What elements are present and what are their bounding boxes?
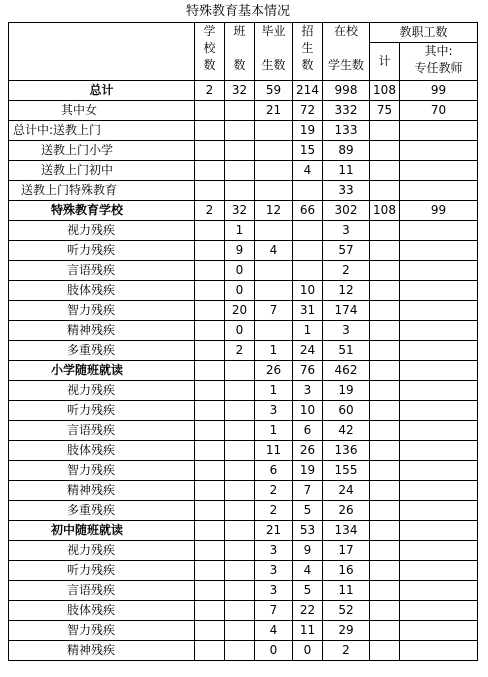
cell: [195, 601, 225, 621]
cell: 5: [293, 581, 323, 601]
cell: 24: [293, 341, 323, 361]
row-label: 多重残疾: [9, 341, 195, 361]
cell: 134: [323, 521, 370, 541]
cell: [370, 341, 400, 361]
cell: [195, 501, 225, 521]
cell: 2: [225, 341, 255, 361]
cell: 6: [255, 461, 293, 481]
cell: 72: [293, 101, 323, 121]
table-row: [9, 161, 478, 181]
row-label: 送教上门小学: [9, 141, 195, 161]
table-row: [9, 301, 478, 321]
cell: [370, 481, 400, 501]
cell: 11: [323, 581, 370, 601]
cell: [195, 101, 225, 121]
row-label: 初中随班就读: [9, 521, 195, 541]
cell: [195, 561, 225, 581]
cell: 3: [255, 401, 293, 421]
cell: [400, 641, 478, 661]
cell: 2: [255, 501, 293, 521]
cell: [225, 141, 255, 161]
table-body: [9, 81, 478, 661]
row-label: 精神残疾: [9, 321, 195, 341]
cell: 4: [293, 561, 323, 581]
cell: [370, 121, 400, 141]
cell: [400, 321, 478, 341]
cell: 24: [323, 481, 370, 501]
cell: 57: [323, 241, 370, 261]
cell: 66: [293, 201, 323, 221]
table-row: [9, 101, 478, 121]
row-label: 听力残疾: [9, 401, 195, 421]
table-row: [9, 461, 478, 481]
cell: [370, 141, 400, 161]
cell: [225, 601, 255, 621]
cell: [400, 181, 478, 201]
cell: [400, 281, 478, 301]
cell: 462: [323, 361, 370, 381]
cell: [195, 421, 225, 441]
cell: [370, 441, 400, 461]
cell: [400, 561, 478, 581]
cell: [195, 181, 225, 201]
cell: [195, 281, 225, 301]
cell: [370, 501, 400, 521]
cell: [225, 561, 255, 581]
cell: 3: [323, 221, 370, 241]
cell: 174: [323, 301, 370, 321]
cell: 133: [323, 121, 370, 141]
table-row: [9, 121, 478, 141]
cell: 1: [225, 221, 255, 241]
table-row: [9, 441, 478, 461]
cell: [225, 121, 255, 141]
header-schools: 学 校 数: [195, 23, 225, 81]
cell: 0: [225, 321, 255, 341]
cell: [293, 221, 323, 241]
cell: [195, 481, 225, 501]
cell: 4: [255, 241, 293, 261]
cell: 75: [370, 101, 400, 121]
cell: [370, 221, 400, 241]
cell: [370, 621, 400, 641]
cell: [370, 261, 400, 281]
cell: [370, 321, 400, 341]
cell: [370, 181, 400, 201]
cell: 21: [255, 521, 293, 541]
cell: 7: [255, 301, 293, 321]
cell: [195, 341, 225, 361]
cell: 11: [255, 441, 293, 461]
cell: [195, 321, 225, 341]
cell: [400, 381, 478, 401]
cell: 32: [225, 81, 255, 101]
cell: 7: [293, 481, 323, 501]
cell: [195, 541, 225, 561]
cell: [225, 501, 255, 521]
cell: 26: [293, 441, 323, 461]
cell: 108: [370, 81, 400, 101]
cell: [400, 601, 478, 621]
cell: [400, 481, 478, 501]
row-label: 小学随班就读: [9, 361, 195, 381]
cell: [195, 241, 225, 261]
cell: [195, 581, 225, 601]
header-staff-fulltime: 其中: 专任教师: [400, 43, 478, 81]
cell: [225, 361, 255, 381]
cell: [225, 381, 255, 401]
cell: 53: [293, 521, 323, 541]
cell: 19: [293, 461, 323, 481]
cell: [400, 541, 478, 561]
cell: [195, 621, 225, 641]
cell: [225, 181, 255, 201]
cell: [255, 261, 293, 281]
cell: 1: [255, 341, 293, 361]
row-label: 言语残疾: [9, 421, 195, 441]
cell: 1: [255, 381, 293, 401]
cell: 20: [225, 301, 255, 321]
cell: 51: [323, 341, 370, 361]
row-label: 送教上门特殊教育: [9, 181, 195, 201]
cell: 99: [400, 201, 478, 221]
cell: 3: [293, 381, 323, 401]
table-row: [9, 581, 478, 601]
table-row: [9, 261, 478, 281]
table-row: [9, 241, 478, 261]
cell: 89: [323, 141, 370, 161]
row-label: 总计中:送教上门: [9, 121, 195, 141]
cell: [400, 341, 478, 361]
row-label: 听力残疾: [9, 561, 195, 581]
cell: 108: [370, 201, 400, 221]
cell: [400, 621, 478, 641]
cell: [400, 461, 478, 481]
cell: 1: [293, 321, 323, 341]
cell: [400, 241, 478, 261]
table-row: [9, 621, 478, 641]
cell: [370, 601, 400, 621]
cell: [400, 421, 478, 441]
cell: [370, 461, 400, 481]
cell: 19: [293, 121, 323, 141]
cell: [195, 381, 225, 401]
cell: [225, 441, 255, 461]
cell: [195, 361, 225, 381]
cell: 1: [255, 421, 293, 441]
cell: [225, 581, 255, 601]
cell: [225, 421, 255, 441]
cell: [195, 461, 225, 481]
row-label: 精神残疾: [9, 641, 195, 661]
cell: [195, 641, 225, 661]
cell: [400, 361, 478, 381]
cell: 42: [323, 421, 370, 441]
cell: [400, 221, 478, 241]
cell: [255, 121, 293, 141]
table-row: [9, 561, 478, 581]
cell: 5: [293, 501, 323, 521]
cell: [400, 301, 478, 321]
cell: [225, 101, 255, 121]
table-row: [9, 601, 478, 621]
cell: 4: [255, 621, 293, 641]
table-row: [9, 481, 478, 501]
row-label: 肢体残疾: [9, 601, 195, 621]
cell: 302: [323, 201, 370, 221]
cell: 2: [195, 201, 225, 221]
cell: [293, 241, 323, 261]
cell: [225, 521, 255, 541]
cell: [400, 581, 478, 601]
cell: 3: [255, 541, 293, 561]
table-row: [9, 521, 478, 541]
row-label: 言语残疾: [9, 261, 195, 281]
cell: [293, 261, 323, 281]
cell: 10: [293, 401, 323, 421]
cell: 2: [323, 641, 370, 661]
cell: [195, 121, 225, 141]
cell: 9: [225, 241, 255, 261]
cell: [370, 161, 400, 181]
cell: 11: [293, 621, 323, 641]
table-row: [9, 321, 478, 341]
row-label: 总计: [9, 81, 195, 101]
cell: [370, 421, 400, 441]
cell: [370, 281, 400, 301]
row-label: 精神残疾: [9, 481, 195, 501]
cell: [195, 261, 225, 281]
table-title: 特殊教育基本情况: [185, 4, 290, 19]
cell: 32: [225, 201, 255, 221]
cell: 332: [323, 101, 370, 121]
row-label: 视力残疾: [9, 381, 195, 401]
cell: 0: [225, 281, 255, 301]
table-row: [9, 421, 478, 441]
cell: [400, 401, 478, 421]
cell: 70: [400, 101, 478, 121]
row-label: 智力残疾: [9, 301, 195, 321]
cell: [225, 161, 255, 181]
cell: 17: [323, 541, 370, 561]
row-label: 特殊教育学校: [9, 201, 195, 221]
row-label: 视力残疾: [9, 221, 195, 241]
cell: 12: [255, 201, 293, 221]
cell: [255, 141, 293, 161]
cell: [255, 221, 293, 241]
cell: [195, 521, 225, 541]
cell: 3: [255, 561, 293, 581]
cell: [255, 161, 293, 181]
cell: 26: [323, 501, 370, 521]
cell: [195, 161, 225, 181]
cell: [255, 321, 293, 341]
cell: 22: [293, 601, 323, 621]
table-row: [9, 201, 478, 221]
cell: [400, 141, 478, 161]
cell: 52: [323, 601, 370, 621]
cell: 998: [323, 81, 370, 101]
cell: 33: [323, 181, 370, 201]
cell: 2: [255, 481, 293, 501]
cell: 4: [293, 161, 323, 181]
cell: 16: [323, 561, 370, 581]
table-row: [9, 381, 478, 401]
table-row: [9, 181, 478, 201]
cell: [370, 361, 400, 381]
row-label: 肢体残疾: [9, 281, 195, 301]
cell: [370, 381, 400, 401]
cell: [225, 401, 255, 421]
cell: [400, 121, 478, 141]
table-row: [9, 221, 478, 241]
cell: 15: [293, 141, 323, 161]
table-row: [9, 501, 478, 521]
cell: [255, 181, 293, 201]
cell: [370, 561, 400, 581]
cell: 0: [293, 641, 323, 661]
cell: [195, 301, 225, 321]
cell: [370, 241, 400, 261]
cell: [370, 401, 400, 421]
cell: 0: [255, 641, 293, 661]
header-students: 在校 学生数: [323, 23, 370, 81]
row-label: 多重残疾: [9, 501, 195, 521]
cell: 214: [293, 81, 323, 101]
cell: [293, 181, 323, 201]
header-enrollment: 招 生 数: [293, 23, 323, 81]
cell: 10: [293, 281, 323, 301]
row-label: 听力残疾: [9, 241, 195, 261]
cell: [195, 221, 225, 241]
cell: [400, 501, 478, 521]
cell: [225, 541, 255, 561]
cell: [400, 161, 478, 181]
cell: [225, 641, 255, 661]
row-label: 送教上门初中: [9, 161, 195, 181]
cell: 31: [293, 301, 323, 321]
table-row: [9, 281, 478, 301]
cell: 0: [225, 261, 255, 281]
row-label: 视力残疾: [9, 541, 195, 561]
cell: [225, 461, 255, 481]
cell: [370, 581, 400, 601]
cell: [195, 141, 225, 161]
cell: 3: [255, 581, 293, 601]
header-blank: [9, 23, 195, 81]
table-row: [9, 541, 478, 561]
header-staff: 教职工数: [370, 23, 478, 43]
cell: 26: [255, 361, 293, 381]
table-row: [9, 641, 478, 661]
cell: [400, 261, 478, 281]
header-staff-total: 计: [370, 43, 400, 81]
cell: 60: [323, 401, 370, 421]
cell: 99: [400, 81, 478, 101]
cell: 2: [195, 81, 225, 101]
cell: [255, 281, 293, 301]
header-classes: 班 数: [225, 23, 255, 81]
cell: 9: [293, 541, 323, 561]
cell: 19: [323, 381, 370, 401]
cell: 12: [323, 281, 370, 301]
table-row: [9, 361, 478, 381]
special-education-table: [8, 22, 478, 661]
cell: [225, 481, 255, 501]
cell: 7: [255, 601, 293, 621]
cell: 2: [323, 261, 370, 281]
cell: [370, 521, 400, 541]
row-label: 其中女: [9, 101, 195, 121]
row-label: 言语残疾: [9, 581, 195, 601]
table-row: [9, 401, 478, 421]
cell: [195, 441, 225, 461]
header-graduates: 毕业 生数: [255, 23, 293, 81]
cell: 6: [293, 421, 323, 441]
cell: 155: [323, 461, 370, 481]
cell: [400, 441, 478, 461]
cell: 76: [293, 361, 323, 381]
cell: [225, 621, 255, 641]
cell: 21: [255, 101, 293, 121]
cell: 11: [323, 161, 370, 181]
cell: 3: [323, 321, 370, 341]
row-label: 智力残疾: [9, 461, 195, 481]
row-label: 肢体残疾: [9, 441, 195, 461]
cell: [195, 401, 225, 421]
cell: [370, 641, 400, 661]
cell: 136: [323, 441, 370, 461]
table-row: [9, 341, 478, 361]
cell: [400, 521, 478, 541]
cell: [370, 301, 400, 321]
row-label: 智力残疾: [9, 621, 195, 641]
cell: [370, 541, 400, 561]
cell: 59: [255, 81, 293, 101]
cell: 29: [323, 621, 370, 641]
table-row: [9, 81, 478, 101]
table-row: [9, 141, 478, 161]
